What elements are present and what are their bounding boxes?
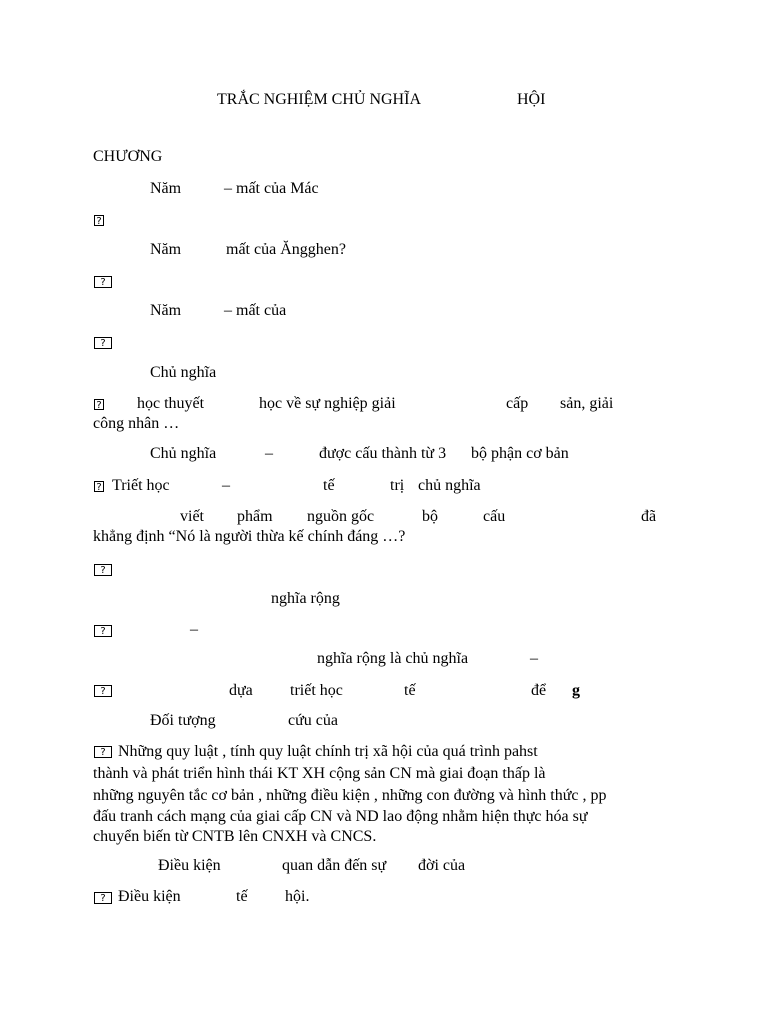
answer-4-text: sản, giải bbox=[560, 395, 614, 412]
question-6-text: nguồn gốc bbox=[307, 508, 375, 525]
answer-8-text: để bbox=[531, 682, 547, 699]
answer-9-line: chuyển biến từ CNTB lên CNXH và CNCS. bbox=[93, 828, 377, 845]
answer-checkbox-icon: ? bbox=[94, 892, 112, 904]
answer-9-line: những nguyên tắc cơ bản , những điều kiện , những con đường và hình thức , pp bbox=[93, 787, 607, 804]
question-9-text: Đối tượng bbox=[150, 712, 216, 729]
answer-8-text: dựa bbox=[229, 682, 253, 699]
question-6-text: cấu bbox=[483, 508, 506, 525]
answer-7-text: – bbox=[190, 621, 198, 638]
answer-10-text: hội. bbox=[285, 888, 310, 905]
question-1-text: Năm bbox=[150, 180, 182, 197]
question-5-text: được cấu thành từ 3 bbox=[319, 445, 447, 462]
answer-checkbox-icon: ? bbox=[94, 564, 112, 576]
answer-5-text: – bbox=[222, 477, 230, 494]
answer-9-line: đấu tranh cách mạng của giai cấp CN và ND lao động nhằm hiện thực hóa sự bbox=[93, 808, 588, 825]
question-6-text: viết bbox=[180, 508, 204, 525]
question-6-text: bộ bbox=[422, 508, 438, 525]
answer-checkbox-icon: ? bbox=[94, 481, 104, 492]
question-9-text: cứu của bbox=[288, 712, 338, 729]
question-4-text: Chủ nghĩa bbox=[150, 364, 217, 381]
question-5-text: – bbox=[265, 445, 273, 462]
answer-5-text: tế bbox=[323, 477, 335, 494]
question-6-text: đã bbox=[641, 508, 657, 525]
question-1-text: – mất của Mác bbox=[224, 180, 319, 197]
answer-5-text: trị bbox=[390, 477, 405, 494]
answer-8-text: tế bbox=[404, 682, 416, 699]
answer-checkbox-icon: ? bbox=[94, 746, 112, 758]
answer-5-text: Triết học bbox=[112, 477, 170, 494]
answer-4-text: học về sự nghiệp giải bbox=[259, 395, 396, 412]
answer-5-text: chủ nghĩa bbox=[418, 477, 481, 494]
answer-9-line: Những quy luật , tính quy luật chính trị xã hội của quá trình pahst bbox=[118, 743, 538, 760]
answer-checkbox-icon: ? bbox=[94, 337, 112, 349]
question-3-text: – mất của bbox=[224, 302, 287, 319]
answer-4-text: học thuyết bbox=[137, 395, 205, 412]
question-6-text: khẳng định “Nó là người thừa kế chính đáng …? bbox=[93, 528, 406, 545]
answer-checkbox-icon: ? bbox=[94, 685, 112, 697]
question-6-text: phẩm bbox=[237, 508, 273, 525]
answer-4-text: cấp bbox=[506, 395, 529, 412]
question-8-text: – bbox=[530, 650, 538, 667]
answer-4-text: công nhân … bbox=[93, 415, 180, 432]
question-10-text: Điều kiện bbox=[158, 857, 221, 874]
question-3-text: Năm bbox=[150, 302, 182, 319]
answer-checkbox-icon: ? bbox=[94, 399, 104, 410]
question-7-text: nghĩa rộng bbox=[271, 590, 340, 607]
answer-checkbox-icon: ? bbox=[94, 215, 104, 226]
answer-checkbox-icon: ? bbox=[94, 276, 112, 288]
answer-10-text: Điều kiện bbox=[118, 888, 181, 905]
question-8-text: nghĩa rộng là chủ nghĩa bbox=[317, 650, 469, 667]
chapter-heading: CHƯƠNG bbox=[93, 148, 163, 165]
question-10-text: quan dẫn đến sự bbox=[282, 857, 387, 874]
doc-title-end: HỘI bbox=[517, 91, 546, 108]
question-5-text: Chủ nghĩa bbox=[150, 445, 217, 462]
answer-8-text: g bbox=[572, 682, 580, 699]
doc-title: TRẮC NGHIỆM CHỦ NGHĨA bbox=[217, 91, 421, 108]
question-2-text: mất của Ăngghen? bbox=[226, 241, 346, 258]
question-5-text: bộ phận cơ bản bbox=[471, 445, 569, 462]
answer-checkbox-icon: ? bbox=[94, 625, 112, 637]
answer-8-text: triết học bbox=[290, 682, 343, 699]
question-10-text: đời của bbox=[418, 857, 466, 874]
answer-10-text: tế bbox=[236, 888, 248, 905]
answer-9-line: thành và phát triển hình thái KT XH cộng sản CN mà giai đoạn thấp là bbox=[93, 765, 546, 782]
question-2-text: Năm bbox=[150, 241, 182, 258]
